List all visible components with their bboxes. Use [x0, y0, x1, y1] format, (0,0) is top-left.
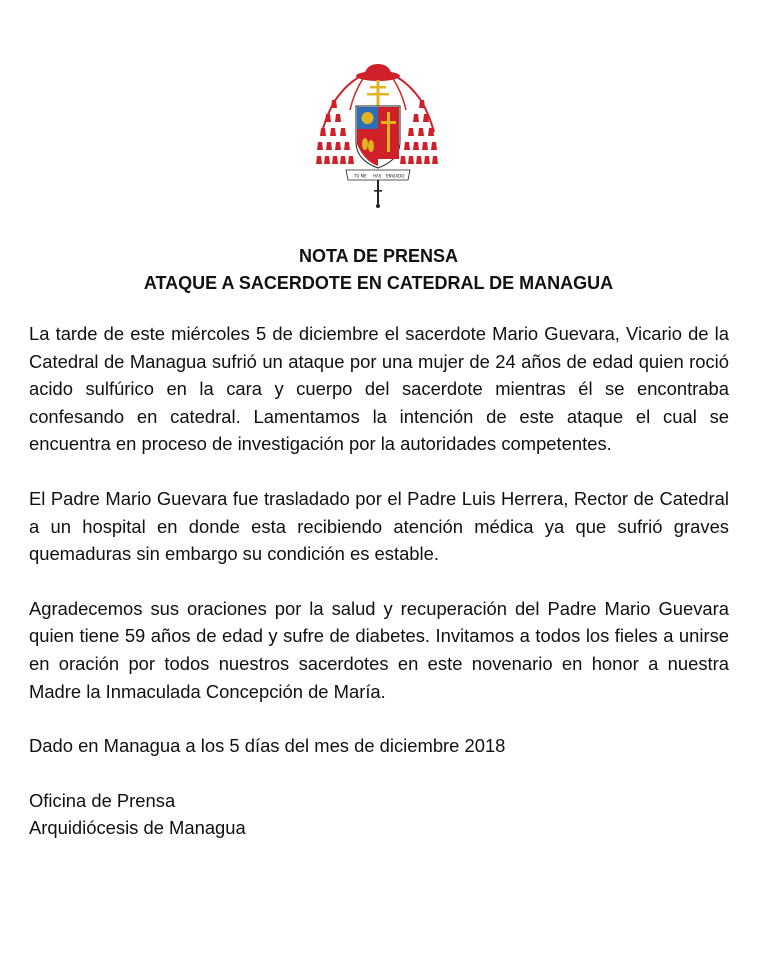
paragraph-prayer-request: Agradecemos sus oraciones por la salud y recuperación del Padre Mario Guevara quien tiene 59 años de edad y sufre de diabetes. Invitamos a todos los fieles a unirse en oración por todos nuestros sacerdotes en este novenario en honor a nuestra Madre la Inmaculada Concepción de María.	[29, 597, 729, 702]
archdiocese-coat-of-arms	[316, 62, 440, 212]
motto-right: ENVIADO	[386, 173, 405, 179]
signature-office: Oficina de Prensa	[29, 789, 176, 811]
paragraph-hospital-transfer: El Padre Mario Guevara fue trasladado por el Padre Luis Herrera, Rector de Catedral a un hospital en donde esta recibiendo atención médica ya que sufrió graves quemaduras sin embargo su condición es estable.	[29, 487, 729, 565]
press-release-body	[29, 320, 729, 842]
page-subtitle: ATAQUE A SACERDOTE EN CATEDRAL DE MANAGUA	[143, 273, 614, 293]
page-title: NOTA DE PRENSA	[298, 246, 458, 266]
motto-mid: HAS	[373, 173, 382, 179]
paragraph-attack-description: La tarde de este miércoles 5 de diciembre el sacerdote Mario Guevara, Vicario de la Catedral de Managua sufrió un ataque por una mujer de 24 años de edad quien roció acido sulfúrico en la cara y cuerpo del sacerdote mientras él se encontraba confesando en catedral. Lamentamos la intención de este ataque el cual se encuentra en proceso de investigación por la autoridades competentes.	[29, 323, 729, 455]
press-release-heading	[0, 243, 757, 297]
motto-left: TU ME	[354, 173, 367, 179]
signature-organization: Arquidiócesis de Managua	[29, 817, 246, 839]
dated-line: Dado en Managua a los 5 días del mes de diciembre 2018	[29, 735, 506, 757]
